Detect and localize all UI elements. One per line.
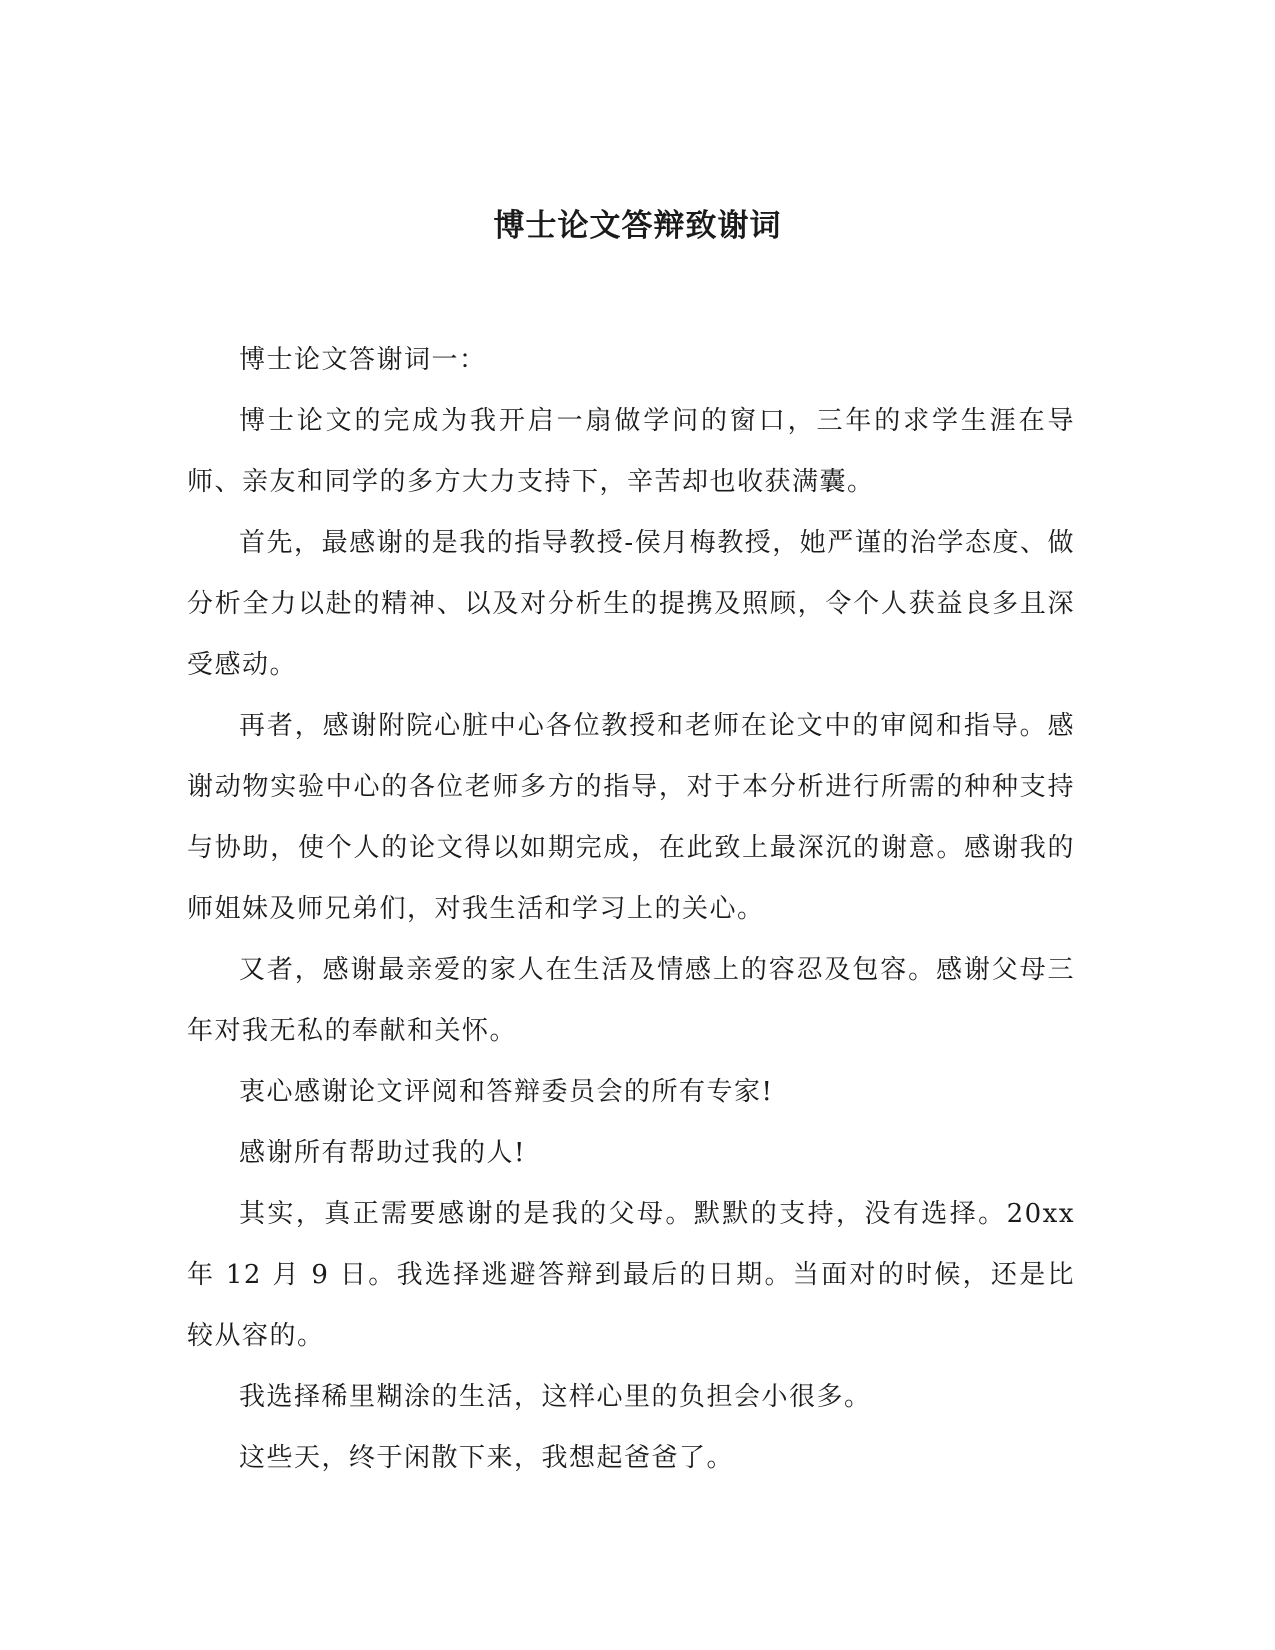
paragraph: 首先，最感谢的是我的指导教授-侯月梅教授，她严谨的治学态度、做分析全力以赴的精神、以及对分析生的提携及照顾，令个人获益良多且深受感动。 (187, 528, 1075, 680)
paragraph: 感谢所有帮助过我的人! (239, 1138, 526, 1168)
paragraph: 衷心感谢论文评阅和答辩委员会的所有专家! (239, 1077, 774, 1107)
document-body (187, 330, 1075, 1489)
paragraph: 又者，感谢最亲爱的家人在生活及情感上的容忍及包容。感谢父母三年对我无私的奉献和关怀。 (187, 955, 1075, 1046)
paragraph: 这些天，终于闲散下来，我想起爸爸了。 (239, 1443, 735, 1473)
document-title: 博士论文答辩致谢词 (493, 208, 782, 244)
paragraph: 其实，真正需要感谢的是我的父母。默默的支持，没有选择。20xx 年 12 月 9 日。我选择逃避答辩到最后的日期。当面对的时候，还是比较从容的。 (187, 1199, 1075, 1351)
paragraph: 博士论文的完成为我开启一扇做学问的窗口，三年的求学生涯在导师、亲友和同学的多方大力支持下，辛苦却也收获满囊。 (187, 406, 1075, 497)
paragraph: 我选择稀里糊涂的生活，这样心里的负担会小很多。 (239, 1382, 872, 1412)
paragraph: 博士论文答谢词一： (239, 345, 487, 375)
paragraph: 再者，感谢附院心脏中心各位教授和老师在论文中的审阅和指导。感谢动物实验中心的各位老师多方的指导，对于本分析进行所需的种种支持与协助，使个人的论文得以如期完成，在此致上最深沉的谢意。感谢我的师姐妹及师兄弟们，对我生活和学习上的关心。 (187, 711, 1075, 924)
